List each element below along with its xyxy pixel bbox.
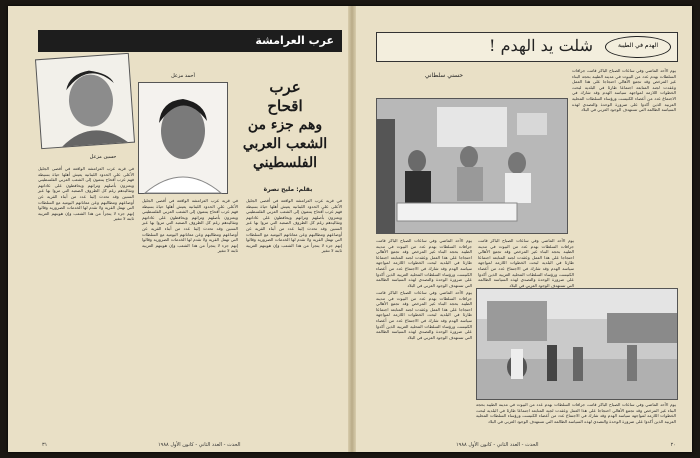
portrait-photo-large: [138, 82, 228, 194]
section-header-title: عرب العرامشة: [255, 34, 334, 47]
headline-box: [376, 32, 678, 62]
section-label-oval: [605, 36, 671, 58]
portrait-photo-small: [35, 53, 135, 149]
left-footer: الحدث - العدد الثاني - كانون الأول ١٩٨٨: [158, 442, 241, 448]
section-label: الهدم في الطيبة: [617, 42, 659, 49]
magazine-spread: [8, 6, 692, 452]
right-page: [356, 6, 692, 452]
headline-line-3: وهم جزء من: [247, 117, 323, 133]
article-headline-right: شلت يد الهدم !: [489, 36, 593, 55]
street-photo: [476, 288, 678, 400]
page-gutter: [348, 6, 356, 452]
headline-line-5: الفلسطيني: [253, 155, 317, 171]
left-body-col-3: في قرية عرب العرامشة الواقعة في أقصى الجليل الأعلى على الحدود اللبنانية يعيش أهلها حياة بسيطة فهم عرب أقحاح ينتمون إلى الشعب العربي الفلسطيني ويعتزون بأصلهم وتراثهم ويحافظون على عاداتهم وتقاليدهم رغم كل الظروف الصعبة التي مروا بها عبر السنين وقد تحدث إلينا عدد من أبناء القرية عن أوضاعهم ومطالبهم وعن معاناتهم اليومية مع السلطات التي تهمل القرية ولا تقدم لها الخدمات الضرورية وقالوا إنهم جزء لا يتجزأ من هذا الشعب وإن هويتهم العربية ثابتة لا تتغير: [38, 166, 134, 222]
headline-line-1: عرب: [269, 78, 301, 96]
right-footer: الحدث - العدد الثاني - كانون الأول ١٩٨٨: [456, 442, 539, 448]
photo1-caption: أحمد مزعل: [171, 73, 195, 79]
headline-line-4: الشعب العربي: [242, 136, 328, 152]
headline-line-2: اقحاح: [267, 97, 303, 115]
right-body-col-foot: يوم الأحد الماضي وفي ساعات الصباح الباكر قامت جرافات السلطات بهدم عدد من البيوت في مدينة الطيبة بحجة البناء غير المرخص وقد تجمع الأهالي احتجاجا على هذا العمل وعقدت لجنة المتابعة اجتماعا طارئا في البلدية لبحث الخطوات اللازمة لمواجهة سياسة الهدم وقد شارك في الاجتماع عدد من أعضاء الكنيست ورؤساء السلطات المحلية العربية الذين أكدوا على ضرورة الوحدة والتصدي لهذه السياسة الظالمة التي تستهدف الوجود العربي في البلاد: [476, 402, 676, 424]
article-byline-right: حسني سلطاني: [424, 72, 464, 79]
right-body-col-top: يوم الأحد الماضي وفي ساعات الصباح الباكر قامت جرافات السلطات بهدم عدد من البيوت في مدينة الطيبة بحجة البناء غير المرخص وقد تجمع الأهالي احتجاجا على هذا العمل وعقدت لجنة المتابعة اجتماعا طارئا في البلدية لبحث الخطوات اللازمة لمواجهة سياسة الهدم وقد شارك في الاجتماع عدد من أعضاء الكنيست ورؤساء السلطات المحلية العربية الذين أكدوا على ضرورة الوحدة والتصدي لهذه السياسة الظالمة التي تستهدف الوجود العربي في البلاد: [572, 68, 676, 113]
left-body-col-1: في قرية عرب العرامشة الواقعة في أقصى الجليل الأعلى على الحدود اللبنانية يعيش أهلها حياة بسيطة فهم عرب أقحاح ينتمون إلى الشعب العربي الفلسطيني ويعتزون بأصلهم وتراثهم ويحافظون على عاداتهم وتقاليدهم رغم كل الظروف الصعبة التي مروا بها عبر السنين وقد تحدث إلينا عدد من أبناء القرية عن أوضاعهم ومطالبهم وعن معاناتهم اليومية مع السلطات التي تهمل القرية ولا تقدم لها الخدمات الضرورية وقالوا إنهم جزء لا يتجزأ من هذا الشعب وإن هويتهم العربية ثابتة لا تتغير: [246, 198, 342, 254]
section-header-bar: [38, 30, 342, 52]
left-page: [8, 6, 348, 452]
left-folio: ٣١: [42, 442, 48, 448]
left-body-col-2: في قرية عرب العرامشة الواقعة في أقصى الجليل الأعلى على الحدود اللبنانية يعيش أهلها حياة بسيطة فهم عرب أقحاح ينتمون إلى الشعب العربي الفلسطيني ويعتزون بأصلهم وتراثهم ويحافظون على عاداتهم وتقاليدهم رغم كل الظروف الصعبة التي مروا بها عبر السنين وقد تحدث إلينا عدد من أبناء القرية عن أوضاعهم ومطالبهم وعن معاناتهم اليومية مع السلطات التي تهمل القرية ولا تقدم لها الخدمات الضرورية وقالوا إنهم جزء لا يتجزأ من هذا الشعب وإن هويتهم العربية ثابتة لا تتغير: [142, 198, 238, 254]
article-headline: [228, 78, 342, 173]
meeting-photo: [376, 98, 568, 234]
article-byline: بقلم: مليح نصرة: [263, 186, 313, 193]
right-folio: ٢٠: [670, 442, 676, 448]
photo2-caption: حسين مزعل: [89, 154, 117, 160]
right-body-col-mid-b: يوم الأحد الماضي وفي ساعات الصباح الباكر قامت جرافات السلطات بهدم عدد من البيوت في مدينة الطيبة بحجة البناء غير المرخص وقد تجمع الأهالي احتجاجا على هذا العمل وعقدت لجنة المتابعة اجتماعا طارئا في البلدية لبحث الخطوات اللازمة لمواجهة سياسة الهدم وقد شارك في الاجتماع عدد من أعضاء الكنيست ورؤساء السلطات المحلية العربية الذين أكدوا على ضرورة الوحدة والتصدي لهذه السياسة الظالمة التي تستهدف الوجود العربي في البلاد: [478, 238, 574, 288]
right-body-col-bottom: يوم الأحد الماضي وفي ساعات الصباح الباكر قامت جرافات السلطات بهدم عدد من البيوت في مدينة الطيبة بحجة البناء غير المرخص وقد تجمع الأهالي احتجاجا على هذا العمل وعقدت لجنة المتابعة اجتماعا طارئا في البلدية لبحث الخطوات اللازمة لمواجهة سياسة الهدم وقد شارك في الاجتماع عدد من أعضاء الكنيست ورؤساء السلطات المحلية العربية الذين أكدوا على ضرورة الوحدة والتصدي لهذه السياسة الظالمة التي تستهدف الوجود العربي في البلاد: [376, 290, 472, 340]
right-body-col-mid-a: يوم الأحد الماضي وفي ساعات الصباح الباكر قامت جرافات السلطات بهدم عدد من البيوت في مدينة الطيبة بحجة البناء غير المرخص وقد تجمع الأهالي احتجاجا على هذا العمل وعقدت لجنة المتابعة اجتماعا طارئا في البلدية لبحث الخطوات اللازمة لمواجهة سياسة الهدم وقد شارك في الاجتماع عدد من أعضاء الكنيست ورؤساء السلطات المحلية العربية الذين أكدوا على ضرورة الوحدة والتصدي لهذه السياسة الظالمة التي تستهدف الوجود العربي في البلاد: [376, 238, 472, 288]
